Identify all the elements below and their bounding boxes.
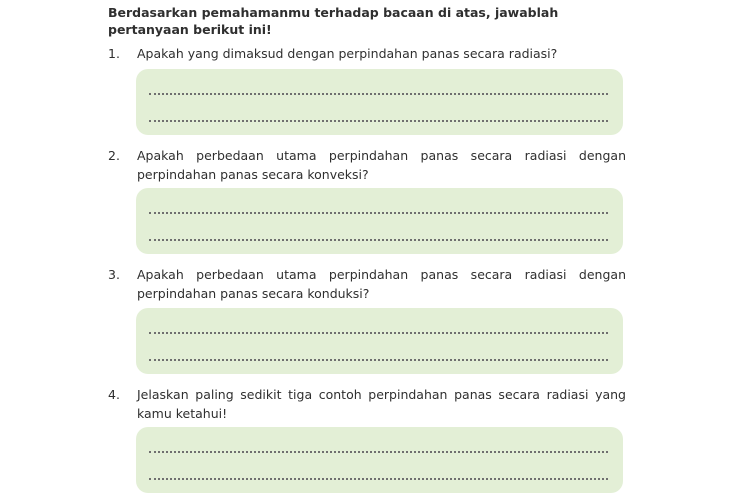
question-text: Jelaskan paling sedikit tiga contoh perpindahan panas secara radiasi yang kamu ketahui! — [137, 387, 626, 421]
instruction-text: Berdasarkan pemahamanmu terhadap bacaan di atas, jawablah pertanyaan berikut ini! — [108, 5, 559, 37]
question-1 — [108, 44, 628, 64]
answer-line — [149, 239, 608, 241]
question-number: 1. — [108, 46, 120, 61]
answer-line — [149, 120, 608, 122]
answer-box-1[interactable] — [136, 69, 623, 135]
question-number: 4. — [108, 387, 120, 402]
answer-line — [149, 478, 608, 480]
answer-line — [149, 451, 608, 453]
answer-box-3[interactable] — [136, 308, 623, 374]
question-text: Apakah perbedaan utama perpindahan panas secara radiasi dengan perpindahan panas secara konduksi? — [137, 267, 626, 301]
answer-box-4[interactable] — [136, 427, 623, 493]
question-text: Apakah yang dimaksud dengan perpindahan panas secara radiasi? — [137, 46, 558, 61]
answer-line — [149, 212, 608, 214]
question-3 — [108, 265, 628, 305]
answer-line — [149, 93, 608, 95]
question-number: 3. — [108, 267, 120, 282]
answer-line — [149, 332, 608, 334]
question-number: 2. — [108, 148, 120, 163]
answer-box-2[interactable] — [136, 188, 623, 254]
question-text: Apakah perbedaan utama perpindahan panas secara radiasi dengan perpindahan panas secara konveksi? — [137, 148, 626, 182]
answer-line — [149, 359, 608, 361]
question-2 — [108, 146, 628, 186]
question-4 — [108, 385, 628, 425]
